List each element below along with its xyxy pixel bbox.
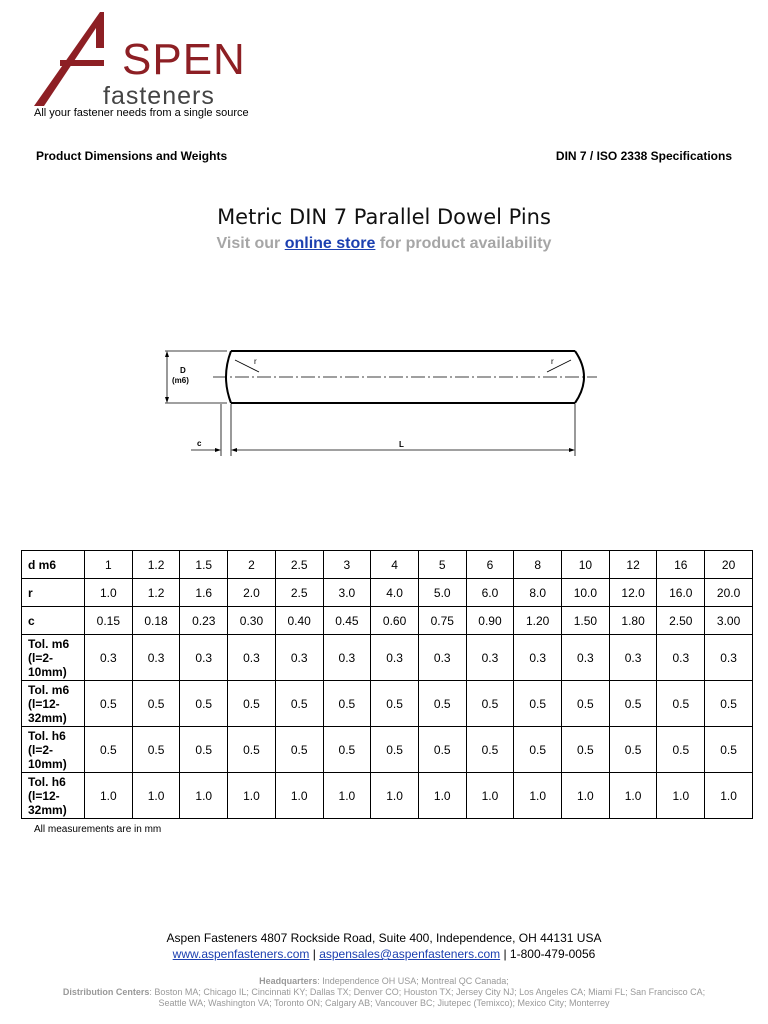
table-cell: 0.5 bbox=[562, 681, 610, 727]
table-cell: 1.0 bbox=[514, 773, 562, 819]
table-cell: 3 bbox=[323, 551, 371, 579]
table-cell: 2.5 bbox=[275, 551, 323, 579]
measurement-note: All measurements are in mm bbox=[34, 824, 162, 835]
table-cell: 6 bbox=[466, 551, 514, 579]
table-cell: 0.3 bbox=[323, 635, 371, 681]
website-link[interactable]: www.aspenfasteners.com bbox=[172, 947, 310, 961]
visit-suffix: for product availability bbox=[375, 235, 552, 252]
diagram-label-l: L bbox=[399, 440, 404, 449]
table-cell: 0.23 bbox=[180, 607, 228, 635]
table-cell: 1.2 bbox=[132, 551, 180, 579]
footer-contact bbox=[0, 947, 768, 961]
table-cell: 6.0 bbox=[466, 579, 514, 607]
logo-spen-text: SPEN bbox=[122, 35, 246, 84]
table-cell: 2 bbox=[228, 551, 276, 579]
diagram-label-r-left: r bbox=[254, 357, 257, 366]
table-cell: 1.0 bbox=[562, 773, 610, 819]
table-row bbox=[22, 579, 753, 607]
diagram-label-m6: (m6) bbox=[172, 376, 189, 385]
table-cell: 0.5 bbox=[180, 727, 228, 773]
table-cell: 0.3 bbox=[371, 635, 419, 681]
table-cell: 0.5 bbox=[562, 727, 610, 773]
table-cell: 0.5 bbox=[85, 681, 133, 727]
table-cell: 1.0 bbox=[657, 773, 705, 819]
table-cell: 4.0 bbox=[371, 579, 419, 607]
table-cell: 1.0 bbox=[85, 773, 133, 819]
header-right: DIN 7 / ISO 2338 Specifications bbox=[555, 149, 732, 163]
table-cell: 5 bbox=[418, 551, 466, 579]
table-cell: 1.0 bbox=[466, 773, 514, 819]
row-header: Tol. h6 (l=2-10mm) bbox=[22, 727, 85, 773]
table-cell: 16.0 bbox=[657, 579, 705, 607]
online-store-link[interactable]: online store bbox=[284, 235, 376, 252]
table-row bbox=[22, 635, 753, 681]
table-cell: 8 bbox=[514, 551, 562, 579]
table-cell: 1.0 bbox=[705, 773, 753, 819]
row-header: d m6 bbox=[22, 551, 85, 579]
table-cell: 0.3 bbox=[228, 635, 276, 681]
table-cell: 0.3 bbox=[562, 635, 610, 681]
table-cell: 1.0 bbox=[85, 579, 133, 607]
table-cell: 2.50 bbox=[657, 607, 705, 635]
logo-fasteners-text: fasteners bbox=[103, 82, 215, 110]
table-cell: 3.00 bbox=[705, 607, 753, 635]
table-cell: 10 bbox=[562, 551, 610, 579]
table-cell: 0.3 bbox=[705, 635, 753, 681]
table-cell: 1.5 bbox=[180, 551, 228, 579]
diagram-label-c: c bbox=[197, 439, 202, 448]
table-cell: 0.15 bbox=[85, 607, 133, 635]
row-header: c bbox=[22, 607, 85, 635]
table-cell: 12.0 bbox=[609, 579, 657, 607]
table-cell: 0.3 bbox=[466, 635, 514, 681]
table-cell: 0.5 bbox=[609, 681, 657, 727]
table-cell: 0.5 bbox=[132, 727, 180, 773]
table-cell: 0.3 bbox=[180, 635, 228, 681]
table-cell: 0.40 bbox=[275, 607, 323, 635]
table-cell: 0.3 bbox=[275, 635, 323, 681]
table-row bbox=[22, 607, 753, 635]
table-cell: 0.30 bbox=[228, 607, 276, 635]
table-cell: 0.3 bbox=[609, 635, 657, 681]
spec-table bbox=[21, 550, 753, 819]
table-cell: 0.5 bbox=[657, 727, 705, 773]
table-cell: 0.5 bbox=[514, 727, 562, 773]
table-cell: 20.0 bbox=[705, 579, 753, 607]
table-cell: 0.5 bbox=[371, 727, 419, 773]
table-cell: 0.5 bbox=[228, 727, 276, 773]
footer-address: Aspen Fasteners 4807 Rockside Road, Suite 400, Independence, OH 44131 USA bbox=[166, 931, 602, 945]
table-cell: 1.6 bbox=[180, 579, 228, 607]
table-cell: 1.0 bbox=[418, 773, 466, 819]
diagram-label-d: D bbox=[180, 366, 186, 375]
table-cell: 0.3 bbox=[514, 635, 562, 681]
visit-line bbox=[0, 235, 768, 253]
dc-text: : Boston MA; Chicago IL; Cincinnati KY; Dallas TX; Denver CO; Houston TX; Jersey City NJ; Los Angeles CA; Miami FL; San Francisco CA; Seattle WA; Washington VA; Toronto ON; Calgary AB; Vancouver BC; Jiutepec (Temixco); Mexico City; Monterrey bbox=[149, 987, 706, 1008]
table-row bbox=[22, 773, 753, 819]
table-cell: 1.0 bbox=[180, 773, 228, 819]
diagram-label-r-right: r bbox=[551, 357, 554, 366]
table-cell: 0.5 bbox=[705, 681, 753, 727]
table-cell: 0.5 bbox=[228, 681, 276, 727]
table-cell: 0.5 bbox=[466, 681, 514, 727]
table-cell: 0.5 bbox=[418, 681, 466, 727]
table-cell: 1.2 bbox=[132, 579, 180, 607]
table-cell: 2.0 bbox=[228, 579, 276, 607]
table-cell: 5.0 bbox=[418, 579, 466, 607]
page-title: Metric DIN 7 Parallel Dowel Pins bbox=[217, 205, 551, 229]
phone-number: | 1-800-479-0056 bbox=[500, 947, 596, 961]
table-cell: 0.3 bbox=[418, 635, 466, 681]
table-cell: 0.5 bbox=[323, 681, 371, 727]
table-cell: 20 bbox=[705, 551, 753, 579]
table-cell: 0.5 bbox=[514, 681, 562, 727]
email-link[interactable]: aspensales@aspenfasteners.com bbox=[319, 947, 501, 961]
table-cell: 1.0 bbox=[609, 773, 657, 819]
table-cell: 0.75 bbox=[418, 607, 466, 635]
table-cell: 0.90 bbox=[466, 607, 514, 635]
table-cell: 1.0 bbox=[371, 773, 419, 819]
table-cell: 2.5 bbox=[275, 579, 323, 607]
locations-block bbox=[60, 976, 708, 1009]
table-cell: 0.18 bbox=[132, 607, 180, 635]
table-cell: 0.5 bbox=[132, 681, 180, 727]
table-cell: 3.0 bbox=[323, 579, 371, 607]
table-cell: 10.0 bbox=[562, 579, 610, 607]
table-cell: 0.5 bbox=[657, 681, 705, 727]
spec-table-body bbox=[22, 551, 753, 819]
contact-separator: | bbox=[309, 947, 320, 961]
table-cell: 0.5 bbox=[275, 681, 323, 727]
table-cell: 8.0 bbox=[514, 579, 562, 607]
table-cell: 1.0 bbox=[228, 773, 276, 819]
table-cell: 1.20 bbox=[514, 607, 562, 635]
table-cell: 12 bbox=[609, 551, 657, 579]
table-cell: 16 bbox=[657, 551, 705, 579]
table-cell: 0.60 bbox=[371, 607, 419, 635]
table-cell: 0.5 bbox=[85, 727, 133, 773]
table-cell: 0.5 bbox=[466, 727, 514, 773]
table-cell: 0.3 bbox=[85, 635, 133, 681]
row-header: Tol. h6 (l=12-32mm) bbox=[22, 773, 85, 819]
table-cell: 0.5 bbox=[705, 727, 753, 773]
table-cell: 0.5 bbox=[418, 727, 466, 773]
tagline: All your fastener needs from a single source bbox=[34, 107, 249, 119]
table-cell: 1.80 bbox=[609, 607, 657, 635]
table-row bbox=[22, 727, 753, 773]
table-cell: 1 bbox=[85, 551, 133, 579]
table-cell: 1.50 bbox=[562, 607, 610, 635]
table-cell: 0.5 bbox=[180, 681, 228, 727]
table-cell: 1.0 bbox=[275, 773, 323, 819]
row-header: r bbox=[22, 579, 85, 607]
dowel-pin-diagram bbox=[155, 338, 605, 468]
table-cell: 0.5 bbox=[323, 727, 371, 773]
table-cell: 4 bbox=[371, 551, 419, 579]
aspen-logo bbox=[30, 10, 270, 110]
hq-text: : Independence OH USA; Montreal QC Canada; bbox=[317, 976, 509, 986]
visit-prefix: Visit our bbox=[216, 235, 285, 252]
row-header: Tol. m6 (l=12-32mm) bbox=[22, 681, 85, 727]
header-left: Product Dimensions and Weights bbox=[36, 149, 228, 163]
table-cell: 0.3 bbox=[657, 635, 705, 681]
table-row bbox=[22, 551, 753, 579]
table-cell: 0.5 bbox=[371, 681, 419, 727]
table-cell: 0.45 bbox=[323, 607, 371, 635]
hq-label: Headquarters bbox=[259, 976, 318, 986]
table-cell: 0.5 bbox=[609, 727, 657, 773]
table-row bbox=[22, 681, 753, 727]
table-cell: 0.5 bbox=[275, 727, 323, 773]
table-cell: 1.0 bbox=[323, 773, 371, 819]
table-cell: 0.3 bbox=[132, 635, 180, 681]
row-header: Tol. m6 (l=2-10mm) bbox=[22, 635, 85, 681]
dc-label: Distribution Centers bbox=[62, 987, 150, 997]
table-cell: 1.0 bbox=[132, 773, 180, 819]
